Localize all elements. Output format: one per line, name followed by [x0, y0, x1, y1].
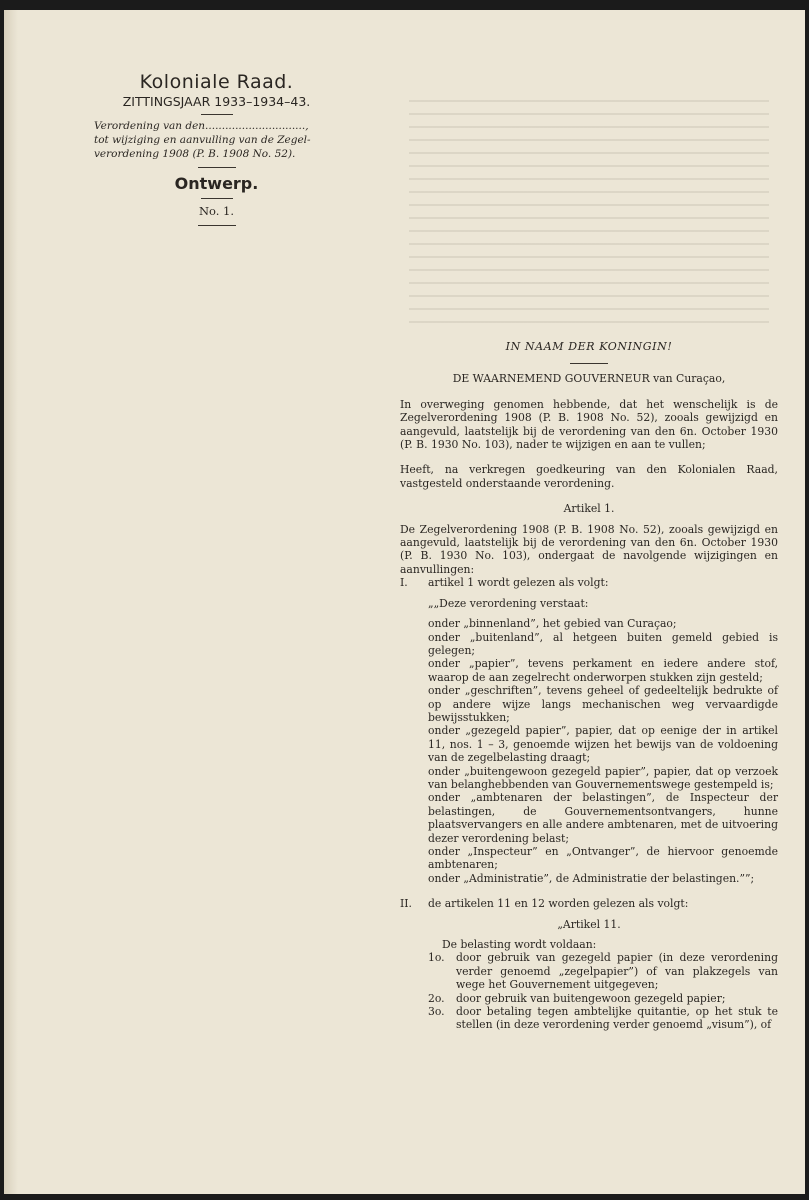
subject-line-1: Verordening van den.............................., [94, 120, 309, 132]
amendment-item [400, 576, 778, 589]
issuer: DE WAARNEMEND GOUVERNEUR van Curaçao, [452, 372, 726, 386]
item-text: artikel 1 wordt gelezen als volgt: [428, 576, 609, 590]
council-title: Koloniale Raad. [139, 71, 294, 93]
divider [198, 167, 236, 168]
divider [198, 225, 236, 226]
item-text: de artikelen 11 en 12 worden gelezen als volgt: [428, 897, 689, 911]
payment-text: door gebruik van buitengewoon gezegeld papier; [456, 991, 726, 1005]
definition: onder „papier”, tevens perkament en iedere andere stof, waarop de aan zegelrecht onderworpen stukken zijn gesteld; [428, 657, 778, 684]
invocation: IN NAAM DER KONINGIN! [505, 340, 673, 353]
payment-number: 3o. [428, 1005, 445, 1019]
payment-text: door betaling tegen ambtelijke quitantie, op het stuk te stellen (in deze verordening verder genoemd „visum”), of [456, 1005, 778, 1032]
document-number: No. 1. [198, 204, 235, 218]
bleed-through-text [409, 100, 769, 330]
article-11-heading: „Artikel 11. [557, 917, 621, 931]
item-number: I. [400, 576, 408, 590]
subject-line-3: verordening 1908 (P. B. 1908 No. 52). [94, 148, 296, 160]
divider [570, 363, 608, 364]
draft-label: Ontwerp. [174, 174, 259, 193]
considering-paragraph: In overweging genomen hebbende, dat het wenschelijk is de Zegelverordening 1908 (P. B. 1908 No. 52), zooals gewijzigd en aangevuld, laatstelijk bij de verordening van den 6n. October 1930 (P. B. 1930 No. 103), nader te wijzigen en aan te vullen; [400, 397, 778, 452]
enacted-paragraph: Heeft, na verkregen goedkeuring van den Kolonialen Raad, vastgesteld onderstaande verordening. [400, 463, 778, 490]
definition: onder „buitengewoon gezegeld papier”, papier, dat op verzoek van belanghebbenden van Gouvernementswege gestempeld is; [428, 764, 778, 791]
divider [201, 114, 233, 115]
payment-number: 1o. [428, 951, 445, 965]
payment-method [400, 951, 778, 991]
payment-text: door gebruik van gezegeld papier (in deze verordening verder genoemd „zegelpapier”) of van plakzegels van wege het Gouvernement uitgegeven; [456, 951, 778, 992]
definition: onder „binnenland”, het gebied van Curaçao; [428, 617, 677, 631]
divider [201, 198, 233, 199]
session-year: ZITTINGSJAAR 1933–1934–43. [122, 94, 311, 109]
definition: onder „gezegeld papier”, papier, dat op eenige der in artikel 11, nos. 1 – 3, genoemde wijzen het bewijs van de voldoening van de zegelbelasting draagt; [428, 724, 778, 765]
document-page [4, 10, 805, 1194]
decree-body [400, 340, 778, 1032]
amendment-item [400, 897, 778, 910]
definition: onder „ambtenaren der belastingen”, de Inspecteur der belastingen, de Gouvernementsontvangers, hunne plaatsvervangers en alle andere ambtenaren, met de uitvoering dezer verordening belast; [428, 791, 778, 845]
article-1-intro: De Zegelverordening 1908 (P. B. 1908 No. 52), zooals gewijzigd en aangevuld, laatstelijk bij de verordening van den 6n. October 1930 (P. B. 1930 No. 103), ondergaat de navolgende wijzigingen en aanvullingen: [400, 522, 778, 576]
definition: onder „Administratie”, de Administratie der belastingen.””; [428, 871, 755, 885]
payment-method [400, 1005, 778, 1032]
payment-method [400, 992, 778, 1005]
definition: onder „geschriften”, tevens geheel of gedeeltelijk bedrukte of op andere wijze langs mechanischen weg vervaardigde bewijsstukken; [428, 684, 778, 724]
payment-number: 2o. [428, 991, 445, 1005]
page-binding-shadow [4, 10, 18, 1194]
document-header [84, 70, 349, 232]
definition: onder „Inspecteur” en „Ontvanger”, de hiervoor genoemde ambtenaren; [428, 845, 778, 872]
subject-line-2: tot wijziging en aanvulling van de Zegel- [94, 134, 311, 146]
article-1-heading: Artikel 1. [563, 502, 615, 516]
definition: onder „buitenland”, al hetgeen buiten gemeld gebied is gelegen; [428, 630, 778, 657]
item-number: II. [400, 897, 412, 911]
tax-intro: De belasting wordt voldaan: [442, 938, 597, 952]
quote-opening: „„Deze verordening verstaat: [428, 596, 589, 610]
